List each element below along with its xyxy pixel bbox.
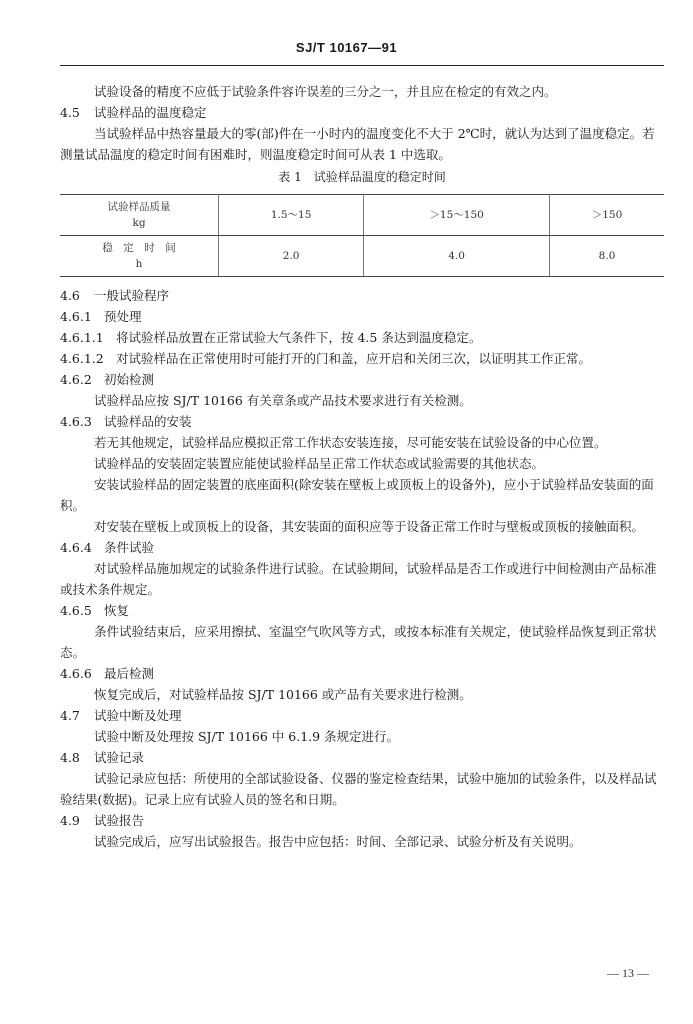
intro-paragraph: 试验设备的精度不应低于试验条件容许误差的三分之一，并且应在检定的有效之内。 bbox=[94, 84, 557, 99]
section-4-6-6-heading bbox=[60, 663, 664, 684]
page-body bbox=[60, 81, 664, 852]
table-row bbox=[60, 195, 664, 236]
section-4-6-3-paragraph-3: 安装试验样品的固定装置的底座面积(除安装在壁板上或顶板上的设备外)，应小于试验样品安装面的面积。 bbox=[60, 477, 654, 513]
section-4-6-6-paragraph: 恢复完成后，对试验样品按 SJ/T 10166 或产品有关要求进行检测。 bbox=[94, 687, 472, 702]
section-number: 4.6.1 bbox=[60, 309, 92, 324]
section-title: 条件试验 bbox=[104, 540, 155, 555]
row-header-label: 试验样品质量 bbox=[107, 201, 171, 213]
section-number: 4.6 bbox=[60, 288, 80, 303]
table-cell: 8.0 bbox=[550, 236, 664, 277]
table-cell: 4.0 bbox=[364, 236, 550, 277]
row-header-unit: kg bbox=[132, 217, 146, 229]
page-number: — 13 — bbox=[607, 966, 649, 980]
table-cell: 2.0 bbox=[219, 236, 364, 277]
section-4-6-2-heading bbox=[60, 369, 664, 390]
section-number: 4.6.1.2 bbox=[60, 351, 104, 366]
section-title: 最后检测 bbox=[104, 666, 155, 681]
section-4-6-5-paragraph: 条件试验结束后，应采用擦拭、室温空气吹风等方式，或按本标准有关规定，使试验样品恢复到正常状态。 bbox=[60, 624, 657, 660]
section-number: 4.6.6 bbox=[60, 666, 92, 681]
section-4-7-heading bbox=[60, 705, 664, 726]
section-number: 4.6.4 bbox=[60, 540, 92, 555]
section-4-6-1-1 bbox=[60, 327, 664, 348]
section-4-9-heading bbox=[60, 810, 664, 831]
section-number: 4.7 bbox=[60, 708, 80, 723]
table-row bbox=[60, 236, 664, 277]
row-header-label: 稳 定 时 间 bbox=[102, 242, 176, 254]
table-caption: 表 1 试验样品温度的稳定时间 bbox=[278, 170, 446, 184]
section-number: 4.6.3 bbox=[60, 414, 92, 429]
section-4-5-heading bbox=[60, 102, 664, 123]
section-4-6-1-2 bbox=[60, 348, 664, 369]
table-row-header bbox=[60, 236, 219, 277]
section-number: 4.8 bbox=[60, 750, 80, 765]
section-title: 初始检测 bbox=[104, 372, 155, 387]
section-number: 4.6.5 bbox=[60, 603, 92, 618]
section-4-8-paragraph: 试验记录应包括：所使用的全部试验设备、仪器的鉴定检查结果，试验中施加的试验条件，以及样品试验结果(数据)。记录上应有试验人员的签名和日期。 bbox=[60, 771, 657, 807]
section-title: 预处理 bbox=[104, 309, 142, 324]
section-4-6-5-heading bbox=[60, 600, 664, 621]
table-row-header bbox=[60, 195, 219, 236]
section-title: 试验记录 bbox=[94, 750, 145, 765]
section-4-9-paragraph: 试验完成后，应写出试验报告。报告中应包括：时间、全部记录、试验分析及有关说明。 bbox=[94, 834, 582, 849]
section-text: 对试验样品在正常使用时可能打开的门和盖，应开启和关闭三次，以证明其工作正常。 bbox=[116, 351, 592, 366]
section-4-6-1-heading bbox=[60, 306, 664, 327]
table-cell: ＞15～150 bbox=[364, 195, 550, 236]
header-standard-code: SJ/T 10167—91 bbox=[295, 40, 398, 55]
section-4-6-3-paragraph-4: 对安装在壁板上或顶板上的设备，其安装面的面积应等于设备正常工作时与壁板或顶板的接触面积。 bbox=[94, 519, 645, 534]
section-text: 将试验样品放置在正常试验大气条件下，按 4.5 条达到温度稳定。 bbox=[116, 330, 482, 345]
table-cell: ＞150 bbox=[550, 195, 664, 236]
section-number: 4.6.2 bbox=[60, 372, 92, 387]
section-title: 恢复 bbox=[104, 603, 130, 618]
section-4-6-4-paragraph: 对试验样品施加规定的试验条件进行试验。在试验期间，试验样品是否工作或进行中间检测由产品标准或技术条件规定。 bbox=[60, 561, 657, 597]
section-title: 一般试验程序 bbox=[94, 288, 170, 303]
section-number: 4.5 bbox=[60, 105, 80, 120]
row-header-unit: h bbox=[135, 258, 143, 270]
section-4-6-4-heading bbox=[60, 537, 664, 558]
section-4-5-paragraph: 当试验样品中热容量最大的零(部)件在一小时内的温度变化不大于 2℃时，就认为达到了温度稳定。若测量试品温度的稳定时间有困难时，则温度稳定时间可从表 1 中选取。 bbox=[60, 126, 655, 162]
section-4-7-paragraph: 试验中断及处理按 SJ/T 10166 中 6.1.9 条规定进行。 bbox=[94, 729, 400, 744]
section-number: 4.6.1.1 bbox=[60, 330, 104, 345]
section-title: 试验中断及处理 bbox=[94, 708, 182, 723]
section-number: 4.9 bbox=[60, 813, 80, 828]
section-title: 试验样品的安装 bbox=[104, 414, 192, 429]
table-cell: 1.5～15 bbox=[219, 195, 364, 236]
header-rule bbox=[60, 65, 664, 66]
section-title: 试验样品的温度稳定 bbox=[94, 105, 207, 120]
section-4-6-3-heading bbox=[60, 411, 664, 432]
stability-time-table bbox=[60, 194, 664, 277]
section-4-6-3-paragraph-1: 若无其他规定，试验样品应模拟正常工作状态安装连接，尽可能安装在试验设备的中心位置。 bbox=[94, 435, 607, 450]
section-4-6-2-paragraph: 试验样品应按 SJ/T 10166 有关章条或产品技术要求进行有关检测。 bbox=[94, 393, 472, 408]
section-title: 试验报告 bbox=[94, 813, 145, 828]
section-4-6-heading bbox=[60, 285, 664, 306]
section-4-8-heading bbox=[60, 747, 664, 768]
section-4-6-3-paragraph-2: 试验样品的安装固定装置应能使试验样品呈正常工作状态或试验需要的其他状态。 bbox=[94, 456, 545, 471]
